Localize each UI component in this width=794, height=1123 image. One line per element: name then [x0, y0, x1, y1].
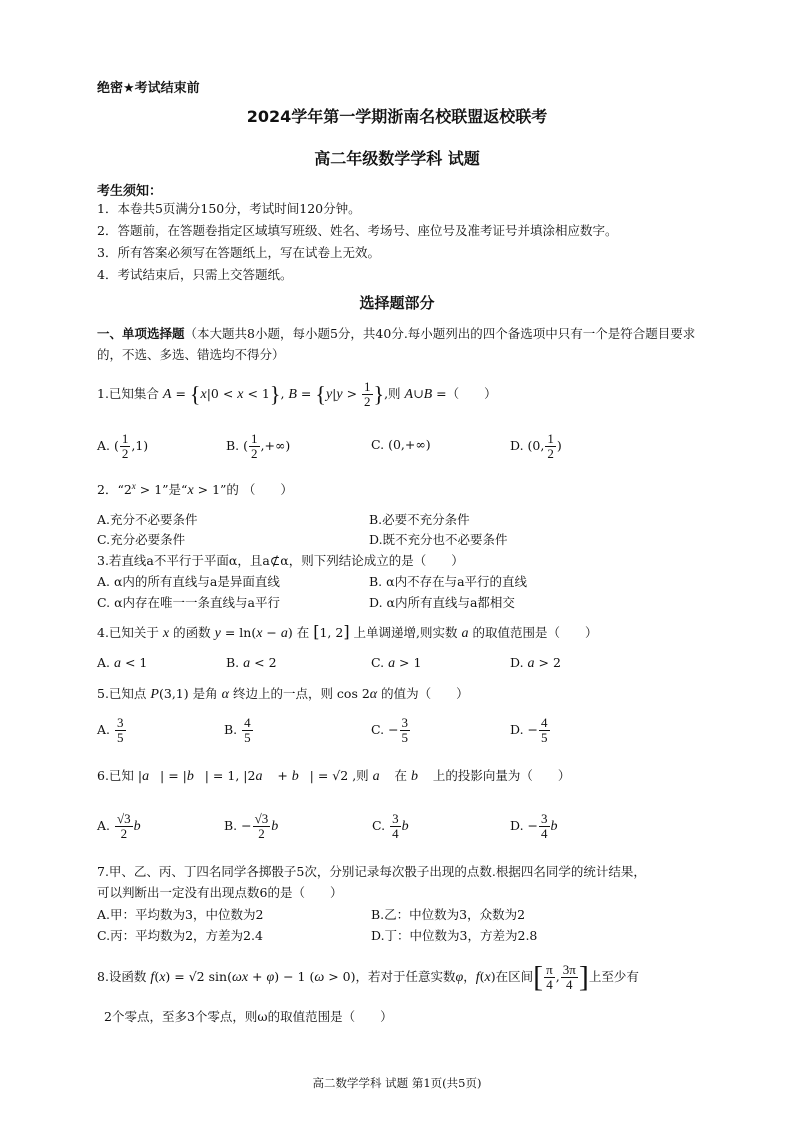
question-7-line1: 7.甲、乙、丙、丁四名同学各掷骰子5次，分别记录每次骰子出现的点数.根据四名同学的统计结果， — [97, 864, 646, 879]
q1-option-a[interactable]: A. ( $\frac{1}{2}$ ,1) — [97, 431, 149, 461]
q5-option-d[interactable]: D. − $\frac{4}{5}$ — [510, 715, 548, 745]
q2-option-a[interactable]: A.充分不必要条件 — [97, 512, 198, 527]
page-footer: 高二数学学科 试题 第1页(共5页) — [312, 1076, 482, 1090]
question-4: 4.已知关于 x 的函数 y = ln(x − a) 在 [1, 2] 上单调递增,则实数 a 的取值范围是（ ） — [97, 622, 598, 641]
q1-stem: 1.已知集合 — [97, 386, 159, 401]
q1-blank: （ ） — [446, 386, 497, 401]
q2-option-d[interactable]: D.既不充分也不必要条件 — [369, 532, 508, 547]
notice-item: 3．所有答案必须写在答题纸上，写在试卷上无效。 — [97, 245, 380, 260]
q4-option-d[interactable]: D. a > 2 — [510, 655, 561, 671]
q4-option-c[interactable]: C. a > 1 — [371, 655, 422, 671]
q4-option-b[interactable]: B. a < 2 — [226, 655, 277, 671]
part-instructions — [97, 323, 707, 365]
q7-option-b[interactable]: B.乙：中位数为3，众数为2 — [371, 907, 526, 922]
part-desc: （本大题共8小题，每小题5分，共40分.每小题列出的四个备选项中只有一个是符合题目要求的，不选、多选、错选均不得分） — [97, 326, 696, 362]
question-1: 1.已知集合 A = {x|0 < x < 1}, B = {y|y > $\frac{1}{2}$ },则 A∪B =（ ） — [97, 379, 497, 409]
exam-title: 2024学年第一学期浙南名校联盟返校联考 — [246, 107, 548, 126]
q1-option-d[interactable]: D. (0, $\frac{1}{2}$ ) — [510, 431, 562, 461]
notice-item: 1．本卷共5页满分150分，考试时间120分钟。 — [97, 201, 361, 216]
q7-option-d[interactable]: D.丁：中位数为3，方差为2.8 — [371, 928, 538, 943]
notice-item: 2．答题前，在答题卷指定区域填写班级、姓名、考场号、座位号及准考证号并填涂相应数字。 — [97, 223, 618, 238]
q6-option-a[interactable]: A. $\frac{√3}{2}$ b⃗ — [97, 811, 152, 841]
q3-option-a[interactable]: A. α内的所有直线与a是异面直线 — [97, 574, 280, 589]
q6-option-c[interactable]: C. $\frac{3}{4}$ b⃗ — [372, 811, 420, 841]
question-8-line2: 2个零点，至多3个零点，则ω的取值范围是（ ） — [104, 1009, 393, 1024]
q1-option-c[interactable]: C. (0,+∞) — [371, 437, 431, 452]
q2-option-c[interactable]: C.充分必要条件 — [97, 532, 186, 547]
q6-option-d[interactable]: D. − $\frac{3}{4}$ b⃗ — [510, 811, 569, 841]
q3-option-b[interactable]: B. α内不存在与a平行的直线 — [369, 574, 528, 589]
section-title: 选择题部分 — [359, 294, 435, 312]
q5-option-b[interactable]: B. $\frac{4}{5}$ — [224, 715, 251, 745]
notice-item: 4．考试结束后，只需上交答题纸。 — [97, 267, 293, 282]
question-3: 3.若直线a不平行于平面α，且a⊄α，则下列结论成立的是（ ） — [97, 553, 464, 568]
q3-option-d[interactable]: D. α内所有直线与a都相交 — [369, 595, 515, 610]
question-8: 8.设函数 f(x) = √2 sin(ωx + φ) − 1 (ω > 0)，若对于任意实数φ，f(x)在区间[ $\frac{\pi}{4}$ , $\frac{3\pi}{4}$ ]上至少有 — [97, 960, 639, 994]
notice-heading: 考生须知： — [97, 184, 163, 199]
question-5: 5.已知点 P(3,1) 是角 α 终边上的一点，则 cos 2α 的值为（ ） — [97, 686, 469, 702]
q6-option-b[interactable]: B. − $\frac{√3}{2}$ b⃗ — [224, 811, 290, 841]
question-6: 6.已知 |a⃗| = |b⃗| = 1, |2a⃗ + b⃗| = √2 ,则 a⃗ 在 b⃗ 上的投影向量为（ ） — [97, 768, 571, 784]
q7-option-a[interactable]: A.甲：平均数为3，中位数为2 — [97, 907, 264, 922]
exam-subtitle: 高二年级数学学科 试题 — [314, 149, 480, 168]
q1-option-b[interactable]: B. ( $\frac{1}{2}$ ,+∞) — [226, 431, 291, 461]
q4-option-a[interactable]: A. a < 1 — [97, 655, 148, 671]
question-7-line2: 可以判断出一定没有出现点数6的是（ ） — [97, 885, 343, 900]
q1-mid: ,则 — [384, 386, 401, 401]
part-label: 一、单项选择题 — [97, 326, 185, 341]
q5-option-a[interactable]: A. $\frac{3}{5}$ — [97, 715, 124, 745]
confidential-mark: 绝密★考试结束前 — [97, 81, 200, 96]
question-2: 2．“$2^x > 1$”是“x > 1”的 （ ） — [97, 480, 293, 498]
q5-option-c[interactable]: C. − $\frac{3}{5}$ — [371, 715, 409, 745]
q3-option-c[interactable]: C. α内存在唯一一条直线与a平行 — [97, 595, 280, 610]
q2-option-b[interactable]: B.必要不充分条件 — [369, 512, 470, 527]
q7-option-c[interactable]: C.丙：平均数为2，方差为2.4 — [97, 928, 263, 943]
